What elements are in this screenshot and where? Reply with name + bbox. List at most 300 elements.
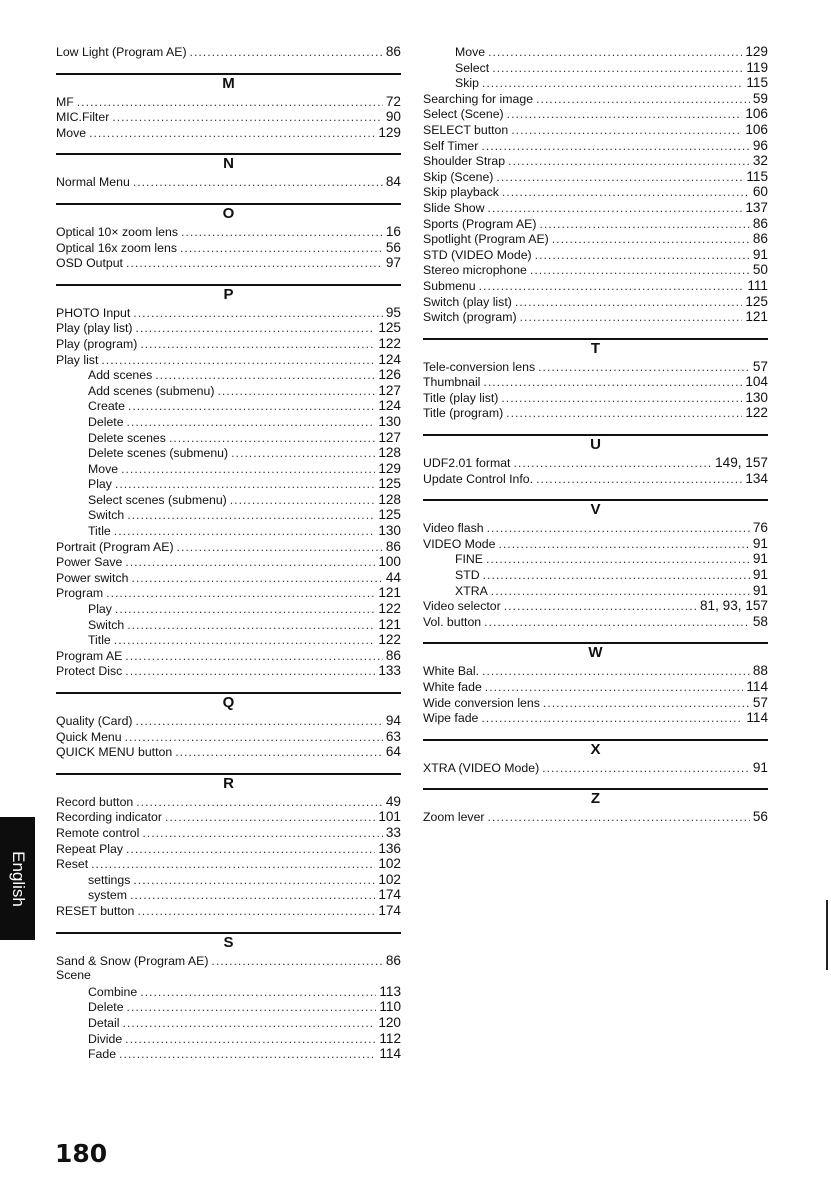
index-page-ref: 122 (378, 632, 401, 648)
index-term: White fade (423, 680, 482, 694)
index-subentry (423, 60, 768, 76)
section-header-s (56, 932, 401, 953)
index-subentry (56, 523, 401, 539)
index-term: Skip (Scene) (423, 169, 494, 184)
dot-leader (136, 321, 376, 337)
dot-leader (177, 540, 383, 556)
index-page-ref: 127 (378, 382, 401, 398)
dot-leader (125, 1032, 376, 1048)
index-entry (423, 294, 768, 310)
index-entry (56, 305, 401, 321)
index-page-ref: 88 (752, 663, 768, 679)
index-entry (56, 44, 401, 60)
index-entry (56, 794, 401, 810)
index-term: Sand & Snow (Program AE) (56, 953, 209, 968)
index-term: Play (play list) (56, 321, 133, 336)
index-subentry (423, 551, 768, 567)
dot-leader (112, 110, 383, 126)
index-term: Combine (88, 984, 138, 999)
index-entry (423, 710, 768, 726)
index-term: Create (88, 399, 125, 414)
index-subentry (423, 567, 768, 583)
index-term: Zoom lever (423, 810, 485, 825)
index-term: Remote control (56, 825, 140, 840)
section-header-p (56, 284, 401, 305)
dot-leader (169, 431, 375, 447)
index-term: Self Timer (423, 138, 479, 153)
index-page-ref: 81, 93, 157 (699, 598, 768, 614)
index-entry (56, 713, 401, 729)
index-page-ref: 44 (385, 569, 401, 585)
dot-leader (492, 61, 743, 77)
section-header-x (423, 739, 768, 760)
index-entry (423, 138, 768, 154)
index-term: UDF2.01 format (423, 456, 511, 471)
index-term: White Bal. (423, 664, 480, 679)
dot-leader (491, 584, 750, 600)
index-term: Repeat Play (56, 841, 123, 856)
index-term: Select (455, 60, 490, 75)
index-page-ref: 33 (385, 824, 401, 840)
index-entry (56, 953, 401, 969)
dot-leader (101, 353, 375, 369)
dot-leader (536, 472, 742, 488)
dot-leader (140, 337, 375, 353)
index-term: Play list (56, 352, 99, 367)
index-page-ref: 58 (752, 613, 768, 629)
dot-leader (190, 45, 383, 61)
dot-leader (217, 384, 375, 400)
index-entry (56, 224, 401, 240)
index-entry (423, 122, 768, 138)
index-page-ref: 95 (385, 304, 401, 320)
index-page-ref: 50 (752, 262, 768, 278)
index-page-ref: 59 (752, 90, 768, 106)
index-page-ref: 16 (385, 223, 401, 239)
section-letter: X (590, 740, 601, 758)
index-subentry (56, 430, 401, 446)
dot-leader (181, 225, 383, 241)
dot-leader (488, 201, 743, 217)
dot-leader (130, 888, 375, 904)
dot-leader (136, 714, 383, 730)
dot-leader (114, 524, 376, 540)
index-subentry (423, 44, 768, 60)
dot-leader (115, 477, 375, 493)
index-term: Switch (program) (423, 310, 517, 325)
dot-leader (127, 618, 375, 634)
index-term: Add scenes (submenu) (88, 383, 215, 398)
index-entry (56, 903, 401, 919)
index-entry (423, 231, 768, 247)
index-page-ref: 56 (752, 809, 768, 825)
dot-leader (513, 456, 712, 472)
dot-leader (486, 552, 750, 568)
index-page-ref: 121 (378, 585, 401, 601)
index-entry (56, 663, 401, 679)
index-term: Video selector (423, 599, 501, 614)
section-header-v (423, 499, 768, 520)
index-term: Title (88, 524, 111, 539)
index-page-ref: 104 (745, 374, 768, 390)
index-entry (423, 809, 768, 825)
index-page-ref: 56 (385, 239, 401, 255)
index-page-ref: 114 (746, 710, 768, 726)
index-term: STD (455, 568, 480, 583)
index-term: Add scenes (88, 368, 153, 383)
index-entry (423, 536, 768, 552)
section-letter: N (223, 155, 234, 173)
index-term: Detail (88, 1015, 120, 1030)
dot-leader (125, 649, 383, 665)
index-subentry (56, 476, 401, 492)
language-tab (0, 817, 35, 940)
index-page-ref: 119 (746, 59, 768, 75)
index-page-ref: 120 (378, 1014, 401, 1030)
section-letter: T (590, 339, 601, 357)
index-page-ref: 122 (378, 335, 401, 351)
index-page-ref: 60 (752, 184, 768, 200)
dot-leader (211, 954, 382, 970)
index-page-ref: 174 (378, 902, 401, 918)
index-page-ref: 113 (379, 983, 401, 999)
dot-leader (515, 295, 742, 311)
dot-leader (125, 555, 375, 571)
index-entry (423, 390, 768, 406)
dot-leader (496, 170, 743, 186)
index-page-ref: 91 (752, 246, 768, 262)
index-page-ref: 127 (378, 429, 401, 445)
index-subentry (56, 492, 401, 508)
section-header-t (423, 338, 768, 359)
index-page-ref: 133 (378, 663, 401, 679)
index-term: Select scenes (submenu) (88, 492, 227, 507)
index-subentry (56, 1015, 401, 1031)
index-entry (56, 539, 401, 555)
index-page-ref: 129 (745, 44, 768, 59)
index-entry (423, 695, 768, 711)
index-page-ref: 126 (378, 367, 401, 383)
index-entry (56, 648, 401, 664)
index-term: Sports (Program AE) (423, 216, 537, 231)
index-term: Select (Scene) (423, 107, 504, 122)
dot-leader (142, 826, 382, 842)
index-page-ref: 86 (385, 44, 401, 59)
index-page-ref: 57 (752, 694, 768, 710)
index-entry (56, 255, 401, 271)
section-letter: R (223, 774, 234, 792)
index-page-ref: 102 (378, 871, 401, 887)
dot-leader (125, 664, 375, 680)
index-term: Optical 16x zoom lens (56, 240, 177, 255)
index-term: XTRA (VIDEO Mode) (423, 760, 540, 775)
index-page-ref: 86 (752, 215, 768, 231)
index-term: Slide Show (423, 200, 485, 215)
index-column-left (56, 44, 401, 1062)
dot-leader (538, 360, 750, 376)
dot-leader (133, 175, 383, 191)
index-term: Shoulder Strap (423, 154, 506, 169)
index-term: Portrait (Program AE) (56, 539, 174, 554)
index-entry (423, 200, 768, 216)
index-page-ref: 90 (385, 109, 401, 125)
dot-leader (127, 1000, 377, 1016)
index-entry (56, 109, 401, 125)
dot-leader (114, 633, 376, 649)
index-term: Quality (Card) (56, 714, 133, 728)
dot-leader (133, 873, 375, 889)
index-page-ref: 91 (752, 551, 768, 567)
index-entry (423, 216, 768, 232)
index-page-ref: 122 (745, 405, 768, 421)
index-entry (423, 153, 768, 169)
index-page-ref: 100 (378, 554, 401, 570)
index-page-ref: 125 (378, 476, 401, 492)
index-entry (56, 94, 401, 110)
dot-leader (131, 571, 382, 587)
dot-leader (231, 446, 375, 462)
index-entry (423, 598, 768, 614)
index-entry (423, 679, 768, 695)
index-term: Title (program) (423, 406, 504, 421)
index-page-ref: 96 (752, 137, 768, 153)
index-page-ref: 110 (379, 999, 401, 1015)
index-entry (423, 405, 768, 421)
index-subentry (423, 75, 768, 91)
dot-leader (552, 232, 750, 248)
dot-leader (488, 810, 750, 826)
section-letter: M (222, 74, 235, 92)
index-subentry (56, 383, 401, 399)
dot-leader (230, 493, 376, 509)
index-entry (423, 614, 768, 630)
index-entry (56, 352, 401, 368)
index-page-ref: 91 (752, 535, 768, 551)
section-header-r (56, 773, 401, 794)
dot-leader (77, 95, 383, 111)
index-page-ref: 130 (378, 523, 401, 539)
index-page-ref: 124 (378, 351, 401, 367)
index-page-ref: 137 (745, 199, 768, 215)
index-term: settings (88, 872, 131, 887)
index-term: Reset (56, 857, 89, 872)
section-letter: W (588, 644, 603, 662)
dot-leader (484, 615, 750, 631)
index-term: Move (88, 461, 119, 476)
dot-leader (539, 217, 749, 233)
section-header-u (423, 434, 768, 455)
index-entry (56, 744, 401, 760)
index-term: Searching for image (423, 91, 534, 106)
index-page-ref: 130 (745, 389, 768, 405)
index-entry (423, 247, 768, 263)
index-term: Power Save (56, 555, 123, 570)
index-term: QUICK MENU button (56, 745, 173, 760)
dot-leader (119, 1047, 376, 1063)
index-term: OSD Output (56, 256, 123, 271)
index-page-ref: 97 (385, 255, 401, 271)
index-term: Spotlight (Program AE) (423, 232, 549, 247)
dot-leader (504, 599, 697, 615)
index-subentry (56, 887, 401, 903)
index-term: STD (VIDEO Mode) (423, 247, 532, 262)
index-term: Record button (56, 794, 134, 809)
index-page-ref: 101 (378, 809, 401, 825)
index-subentry (56, 414, 401, 430)
index-term: Wide conversion lens (423, 695, 540, 710)
dot-leader (485, 680, 744, 696)
index-page-ref: 91 (752, 567, 768, 583)
dot-leader (140, 985, 376, 1001)
dot-leader (89, 126, 375, 142)
index-page-ref: 128 (378, 491, 401, 507)
dot-leader (128, 399, 375, 415)
index-page-ref: 86 (752, 231, 768, 247)
index-entry (423, 663, 768, 679)
page-number: 180 (55, 1139, 108, 1168)
index-term: Delete scenes (submenu) (88, 446, 229, 461)
index-page-ref: 84 (385, 174, 401, 190)
index-subentry (56, 461, 401, 477)
index-subentry (56, 367, 401, 383)
index-page-ref: 32 (752, 153, 768, 169)
index-subentry (56, 999, 401, 1015)
index-term: SELECT button (423, 122, 509, 137)
index-term: Title (play list) (423, 390, 499, 405)
dot-leader (502, 185, 750, 201)
section-letter: P (223, 285, 234, 303)
index-page-ref: 106 (745, 121, 768, 137)
index-term: Tele-conversion lens (423, 359, 536, 374)
index-page-ref: 129 (378, 124, 401, 140)
index-entry (56, 336, 401, 352)
index-entry (56, 125, 401, 141)
index-page-ref: 86 (385, 538, 401, 554)
dot-leader (482, 664, 750, 680)
index-entry (423, 91, 768, 107)
index-term: Protect Disc (56, 664, 123, 679)
index-term: Fade (88, 1047, 117, 1062)
index-page-ref: 121 (378, 616, 401, 632)
index-entry (423, 169, 768, 185)
dot-leader (121, 462, 375, 478)
index-term: Play (88, 477, 112, 492)
dot-leader (481, 711, 743, 727)
index-subentry (56, 398, 401, 414)
dot-leader (155, 368, 375, 384)
index-page-ref: 49 (385, 793, 401, 809)
section-letter: U (590, 436, 601, 454)
index-subentry (56, 1046, 401, 1062)
index-term: Stereo microphone (423, 263, 527, 278)
index-entry (56, 825, 401, 841)
index-entry (423, 760, 768, 776)
index-page-ref: 57 (752, 358, 768, 374)
edge-mark (826, 900, 828, 970)
dot-leader (136, 795, 383, 811)
dot-leader (127, 508, 375, 524)
index-subentry (56, 984, 401, 1000)
index-term: Recording indicator (56, 810, 162, 825)
section-header-n (56, 153, 401, 174)
dot-leader (481, 139, 750, 155)
index-subentry (56, 1031, 401, 1047)
dot-leader (520, 310, 743, 326)
index-term: VIDEO Mode (423, 536, 496, 551)
index-page-ref: 114 (379, 1046, 401, 1062)
index-term: Switch (88, 617, 125, 632)
dot-leader (175, 745, 383, 761)
index-page-ref: 115 (746, 168, 768, 184)
index-entry (423, 471, 768, 487)
index-term: Skip (455, 76, 479, 91)
index-term: Quick Menu (56, 729, 122, 744)
dot-leader (542, 761, 750, 777)
index-entry (423, 520, 768, 536)
index-entry (56, 554, 401, 570)
section-header-o (56, 203, 401, 224)
index-term: Optical 10× zoom lens (56, 224, 179, 239)
index-entry (56, 729, 401, 745)
index-page-ref: 149, 157 (715, 455, 768, 471)
index-subentry (56, 632, 401, 648)
dot-leader (506, 406, 742, 422)
index-term: PHOTO Input (56, 305, 131, 320)
index-term: FINE (455, 552, 484, 567)
section-letter: Z (590, 790, 601, 808)
index-page-ref: 130 (378, 413, 401, 429)
dot-leader (487, 521, 750, 537)
index-entry (56, 809, 401, 825)
index-entry (56, 570, 401, 586)
dot-leader (488, 45, 742, 61)
index-page-ref: 86 (385, 952, 401, 968)
index-term: Title (88, 633, 111, 648)
index-page-ref: 112 (379, 1030, 401, 1046)
index-term: MF (56, 94, 74, 109)
index-page-ref: 124 (378, 398, 401, 414)
index-term: RESET button (56, 903, 135, 918)
index-term: Move (56, 125, 87, 140)
index-entry (56, 174, 401, 190)
dot-leader (127, 415, 376, 431)
index-entry (423, 106, 768, 122)
section-header-m (56, 73, 401, 94)
index-term: system (88, 888, 127, 903)
index-page-ref: 72 (385, 93, 401, 109)
index-entry (423, 278, 768, 294)
section-letter: S (223, 933, 234, 951)
index-term: Play (88, 602, 112, 617)
dot-leader (508, 154, 750, 170)
index-page-ref: 121 (745, 309, 768, 325)
index-term: Video flash (423, 521, 484, 536)
dot-leader (507, 107, 743, 123)
dot-leader (511, 123, 742, 139)
language-tab-label: English (8, 850, 28, 907)
dot-leader (482, 76, 743, 92)
dot-leader (530, 263, 750, 279)
index-page-ref: 91 (752, 759, 768, 775)
index-term: Normal Menu (56, 175, 130, 190)
index-entry (423, 184, 768, 200)
index-page-ref: 76 (752, 520, 768, 536)
dot-leader (498, 537, 749, 553)
dot-leader (91, 857, 375, 873)
index-term: Program AE (56, 648, 123, 663)
dot-leader (483, 568, 750, 584)
index-page-ref: 134 (745, 470, 768, 486)
